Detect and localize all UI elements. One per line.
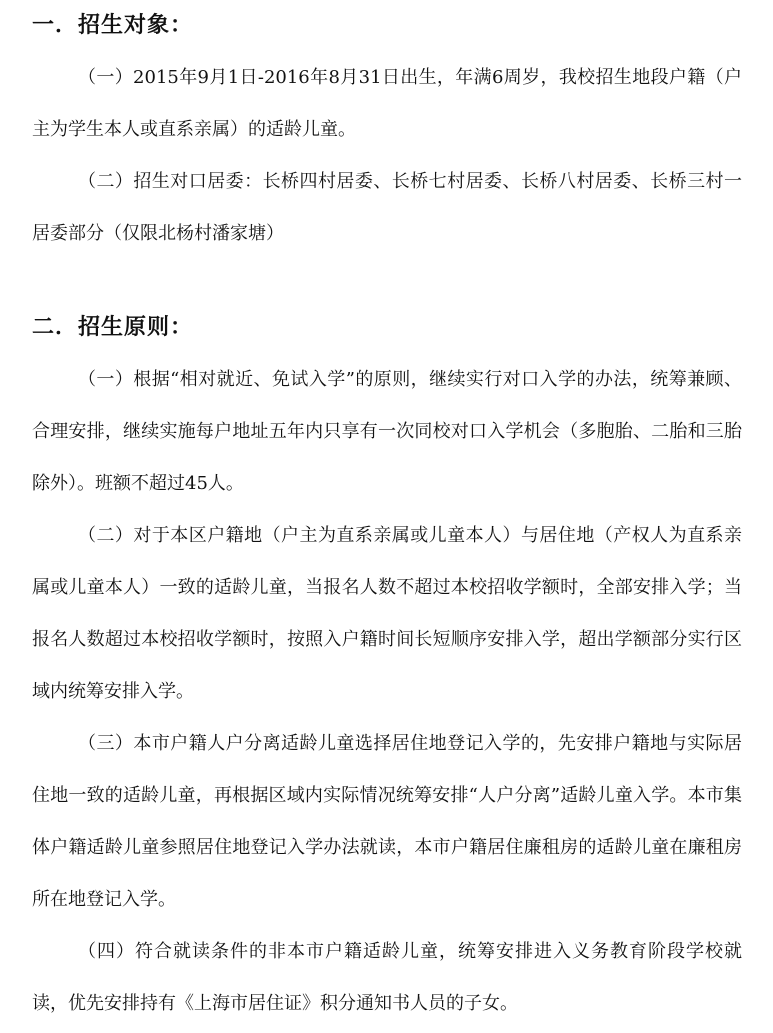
- paragraph-principle-2: （二）对于本区户籍地（户主为直系亲属或儿童本人）与居住地（产权人为直系亲属或儿童本人）一致的适龄儿童，当报名人数不超过本校招收学额时，全部安排入学；当报名人数超过本校招收学额时，按照入户籍时间长短顺序安排入学，超出学额部分实行区域内统筹安排入学。: [32, 525, 742, 702]
- paragraph-target-1: （一）2015年9月1日-2016年8月31日出生，年满6周岁，我校招生地段户籍（户主为学生本人或直系亲属）的适龄儿童。: [32, 67, 742, 140]
- paragraph-target-2: （二）招生对口居委：长桥四村居委、长桥七村居委、长桥八村居委、长桥三村一居委部分（仅限北杨村潘家塘）: [32, 171, 742, 244]
- section-heading-enrollment-principles: 二．招生原则：: [32, 315, 194, 340]
- section-heading-enrollment-targets: 一．招生对象：: [32, 13, 194, 38]
- paragraph-principle-1: （一）根据“相对就近、免试入学”的原则，继续实行对口入学的办法，统筹兼顾、合理安排，继续实施每户地址五年内只享有一次同校对口入学机会（多胞胎、二胎和三胎除外）。班额不超过45人。: [32, 369, 742, 494]
- paragraph-principle-3: （三）本市户籍人户分离适龄儿童选择居住地登记入学的，先安排户籍地与实际居住地一致的适龄儿童，再根据区域内实际情况统筹安排“人户分离”适龄儿童入学。本市集体户籍适龄儿童参照居住地登记入学办法就读，本市户籍居住廉租房的适龄儿童在廉租房所在地登记入学。: [32, 733, 742, 910]
- paragraph-principle-4: （四）符合就读条件的非本市户籍适龄儿童，统筹安排进入义务教育阶段学校就读，优先安排持有《上海市居住证》积分通知书人员的子女。: [32, 941, 742, 1014]
